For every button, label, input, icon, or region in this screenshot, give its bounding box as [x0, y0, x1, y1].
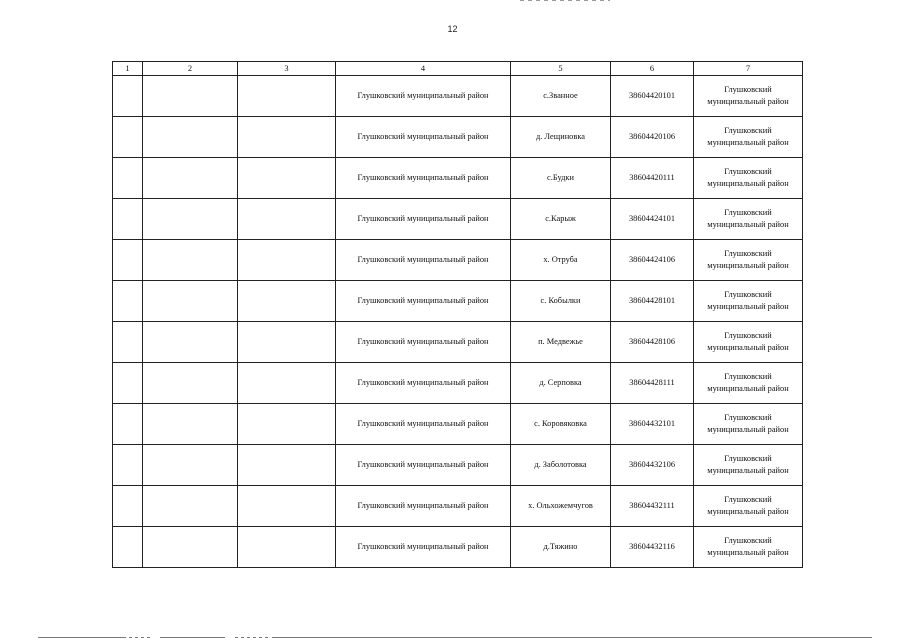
table-cell-col-2: [143, 404, 238, 445]
table-cell-col-7: Глушковский муниципальный район: [694, 199, 803, 240]
table-cell-col-3: [238, 117, 336, 158]
table-cell-col-1: [113, 404, 143, 445]
municipal-table: [112, 61, 803, 568]
scan-edge-mark: [123, 637, 153, 638]
scan-edge-mark: [160, 637, 225, 638]
table-cell-col-3: [238, 199, 336, 240]
table-cell-col-3: [238, 363, 336, 404]
table-cell-col-5: х. Ольхожемчугов: [511, 486, 611, 527]
table-cell-col-2: [143, 240, 238, 281]
table-cell-col-5: д. Заболотовка: [511, 445, 611, 486]
table-cell-col-1: [113, 527, 143, 568]
table-cell-col-1: [113, 322, 143, 363]
table-cell-col-7: Глушковский муниципальный район: [694, 240, 803, 281]
header-row: [113, 62, 803, 76]
table-cell-col-5: д. Серповка: [511, 363, 611, 404]
table-cell-col-3: [238, 445, 336, 486]
table-cell-col-4: Глушковский муниципальный район: [336, 486, 511, 527]
table-cell-col-2: [143, 322, 238, 363]
table-row: [113, 404, 803, 445]
table-body: [113, 76, 803, 568]
scan-edge-mark: [38, 637, 123, 638]
table-cell-col-3: [238, 158, 336, 199]
table-cell-col-6: 38604432111: [611, 486, 694, 527]
table-cell-col-6: 38604432101: [611, 404, 694, 445]
table-cell-col-5: с.Будки: [511, 158, 611, 199]
table-cell-col-7: Глушковский муниципальный район: [694, 445, 803, 486]
table-cell-col-6: 38604420111: [611, 158, 694, 199]
table-cell-col-6: 38604420106: [611, 117, 694, 158]
table-cell-col-2: [143, 363, 238, 404]
table-cell-col-4: Глушковский муниципальный район: [336, 158, 511, 199]
table-cell-col-2: [143, 158, 238, 199]
column-header-2: 2: [143, 62, 238, 76]
table-cell-col-1: [113, 281, 143, 322]
table-cell-col-2: [143, 445, 238, 486]
table-cell-col-7: Глушковский муниципальный район: [694, 158, 803, 199]
page-number: 12: [447, 24, 458, 34]
table-cell-col-4: Глушковский муниципальный район: [336, 199, 511, 240]
table-cell-col-5: х. Отруба: [511, 240, 611, 281]
table-row: [113, 281, 803, 322]
table-header: [113, 62, 803, 76]
table-cell-col-7: Глушковский муниципальный район: [694, 527, 803, 568]
table-cell-col-4: Глушковский муниципальный район: [336, 527, 511, 568]
table-cell-col-2: [143, 527, 238, 568]
table-cell-col-6: 38604432106: [611, 445, 694, 486]
table-cell-col-6: 38604424106: [611, 240, 694, 281]
table-cell-col-1: [113, 199, 143, 240]
table-cell-col-3: [238, 404, 336, 445]
table-cell-col-4: Глушковский муниципальный район: [336, 322, 511, 363]
scan-edge-mark: [235, 637, 270, 638]
table-cell-col-2: [143, 281, 238, 322]
table-cell-col-5: п. Медвежье: [511, 322, 611, 363]
table-cell-col-3: [238, 486, 336, 527]
table-cell-col-4: Глушковский муниципальный район: [336, 240, 511, 281]
table-cell-col-4: Глушковский муниципальный район: [336, 363, 511, 404]
table-cell-col-5: д. Лещиновка: [511, 117, 611, 158]
table-cell-col-1: [113, 363, 143, 404]
table-cell-col-1: [113, 445, 143, 486]
table-cell-col-5: с. Кобылки: [511, 281, 611, 322]
table-cell-col-4: Глушковский муниципальный район: [336, 445, 511, 486]
table-cell-col-4: Глушковский муниципальный район: [336, 76, 511, 117]
table-cell-col-5: д.Тяжино: [511, 527, 611, 568]
column-header-1: 1: [113, 62, 143, 76]
table-cell-col-4: Глушковский муниципальный район: [336, 117, 511, 158]
table-cell-col-7: Глушковский муниципальный район: [694, 117, 803, 158]
table-cell-col-3: [238, 76, 336, 117]
table-cell-col-6: 38604428106: [611, 322, 694, 363]
column-header-7: 7: [694, 62, 803, 76]
table-cell-col-1: [113, 117, 143, 158]
table-row: [113, 322, 803, 363]
column-header-5: 5: [511, 62, 611, 76]
table-cell-col-2: [143, 486, 238, 527]
table-cell-col-4: Глушковский муниципальный район: [336, 281, 511, 322]
column-header-6: 6: [611, 62, 694, 76]
table-cell-col-2: [143, 117, 238, 158]
table-cell-col-1: [113, 486, 143, 527]
table-row: [113, 117, 803, 158]
table-cell-col-7: Глушковский муниципальный район: [694, 404, 803, 445]
column-header-3: 3: [238, 62, 336, 76]
scan-edge-mark: [520, 0, 610, 1]
table-cell-col-3: [238, 527, 336, 568]
table-cell-col-7: Глушковский муниципальный район: [694, 322, 803, 363]
scan-edge-mark: [272, 637, 872, 638]
table-cell-col-5: с. Коровяковка: [511, 404, 611, 445]
table-cell-col-7: Глушковский муниципальный район: [694, 363, 803, 404]
table-row: [113, 527, 803, 568]
table-row: [113, 158, 803, 199]
table-cell-col-4: Глушковский муниципальный район: [336, 404, 511, 445]
table-cell-col-7: Глушковский муниципальный район: [694, 486, 803, 527]
table-cell-col-2: [143, 199, 238, 240]
table-row: [113, 76, 803, 117]
table-cell-col-6: 38604428101: [611, 281, 694, 322]
table-cell-col-3: [238, 322, 336, 363]
table-cell-col-1: [113, 76, 143, 117]
table-row: [113, 199, 803, 240]
table-cell-col-2: [143, 76, 238, 117]
table-cell-col-1: [113, 240, 143, 281]
table-cell-col-6: 38604428111: [611, 363, 694, 404]
table-row: [113, 445, 803, 486]
column-header-4: 4: [336, 62, 511, 76]
table-cell-col-3: [238, 240, 336, 281]
table-cell-col-1: [113, 158, 143, 199]
table-row: [113, 240, 803, 281]
table-cell-col-6: 38604420101: [611, 76, 694, 117]
table-cell-col-6: 38604432116: [611, 527, 694, 568]
table-cell-col-6: 38604424101: [611, 199, 694, 240]
table-cell-col-5: с.Званное: [511, 76, 611, 117]
table-cell-col-7: Глушковский муниципальный район: [694, 281, 803, 322]
table-cell-col-5: с.Карыж: [511, 199, 611, 240]
table-row: [113, 363, 803, 404]
table-cell-col-7: Глушковский муниципальный район: [694, 76, 803, 117]
table-row: [113, 486, 803, 527]
table-cell-col-3: [238, 281, 336, 322]
